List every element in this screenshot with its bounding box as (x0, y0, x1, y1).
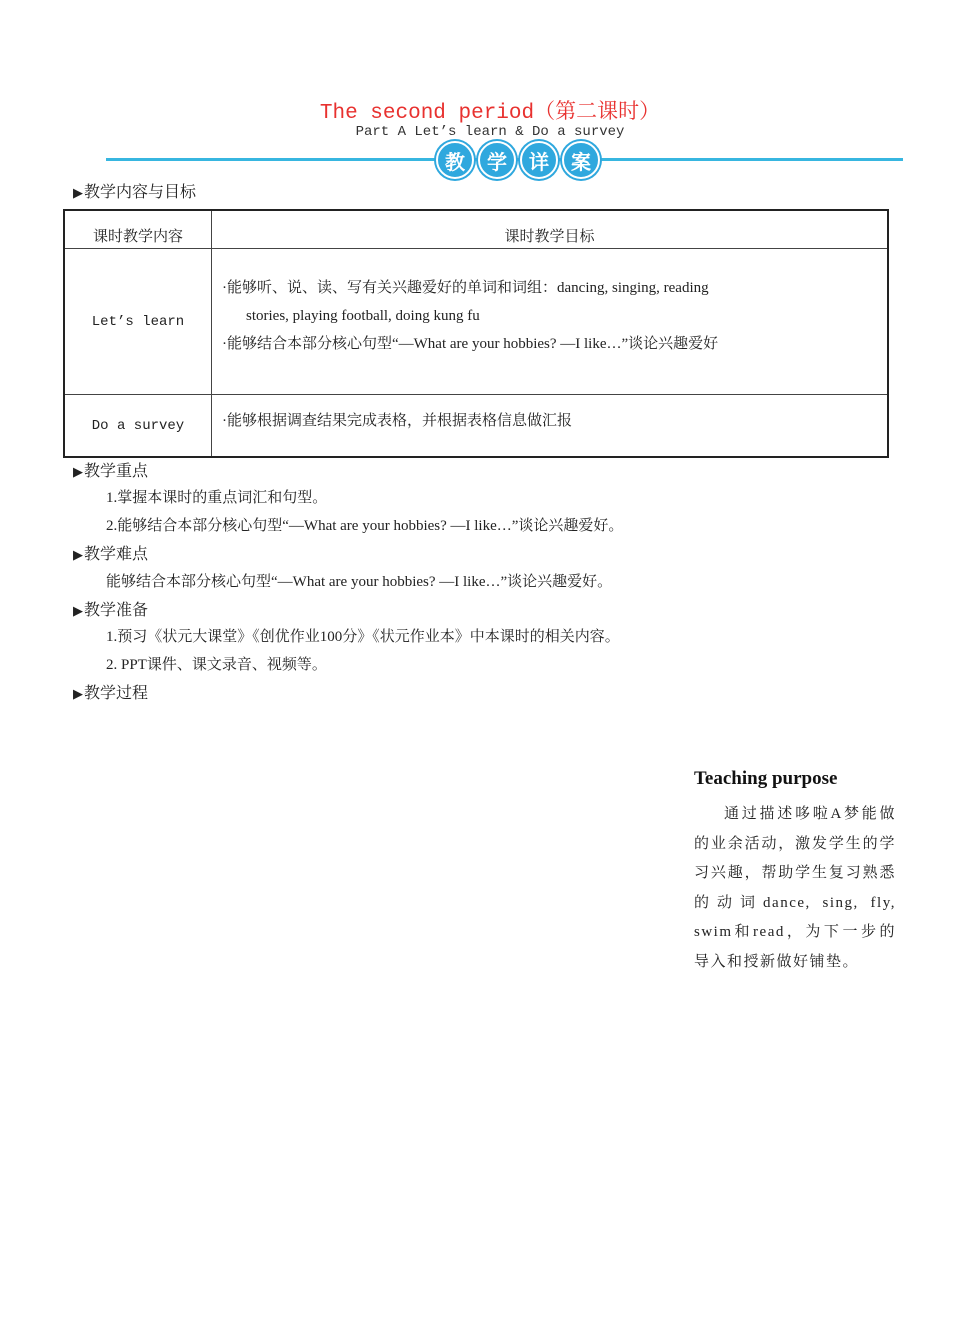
triangle-icon: ▶ (73, 464, 83, 479)
triangle-icon: ▶ (73, 547, 83, 562)
triangle-icon: ▶ (73, 686, 83, 701)
table-cell-content: Let’s learn (64, 249, 212, 395)
key-point-2: 2.能够结合本部分核心句型“—What are your hobbies? —I like…”谈论兴趣爱好。 (106, 518, 624, 534)
table-header-goal: 课时教学目标 (212, 210, 889, 249)
preparation-1: 1.预习《状元大课堂》《创优作业100分》《状元作业本》中本课时的相关内容。 (106, 629, 620, 645)
banner-char-1: 教 (436, 141, 474, 179)
section-process: ▶教学过程 (73, 685, 149, 702)
triangle-icon: ▶ (73, 185, 83, 200)
section-difficulties: ▶教学难点 (73, 546, 149, 563)
page-title: The second period（第二课时） (319, 102, 661, 125)
banner-char-3: 详 (520, 141, 558, 179)
goals-table (63, 209, 889, 458)
table-cell-goal (212, 249, 889, 395)
page-subtitle: Part A Let’s learn & Do a survey (355, 124, 625, 140)
preparation-2: 2. PPT课件、课文录音、视频等。 (106, 657, 327, 673)
goal-line: ·能够根据调查结果完成表格，并根据表格信息做汇报 (222, 413, 572, 429)
banner-char-4: 案 (562, 141, 600, 179)
table-header-content: 课时教学内容 (64, 210, 212, 249)
table-cell-content: Do a survey (64, 395, 212, 458)
goal-line: ·能够听、说、读、写有关兴趣爱好的单词和词组：dancing, singing, reading (222, 280, 709, 296)
teaching-purpose-title: Teaching purpose (694, 768, 838, 789)
triangle-icon: ▶ (73, 603, 83, 618)
table-header-row (64, 210, 888, 249)
table-cell-goal (212, 395, 889, 458)
table-row (64, 395, 888, 458)
table-row (64, 249, 888, 395)
banner-char-2: 学 (478, 141, 516, 179)
teaching-purpose-text: 通过描述哆啦A梦能做的业余活动，激发学生的学习兴趣，帮助学生复习熟悉的动词dance, sing, fly, swim和read，为下一步的导入和授新做好铺垫。 (694, 806, 896, 970)
section-preparation: ▶教学准备 (73, 602, 149, 619)
goal-line: stories, playing football, doing kung fu (246, 308, 480, 324)
section-key-points: ▶教学重点 (73, 463, 149, 480)
lesson-plan-banner (436, 143, 604, 177)
goal-line: ·能够结合本部分核心句型“—What are your hobbies? —I like…”谈论兴趣爱好 (222, 336, 719, 352)
section-content-goals: ▶教学内容与目标 (73, 184, 197, 201)
key-point-1: 1.掌握本课时的重点词汇和句型。 (106, 490, 328, 506)
difficulty-text: 能够结合本部分核心句型“—What are your hobbies? —I like…”谈论兴趣爱好。 (106, 574, 613, 590)
